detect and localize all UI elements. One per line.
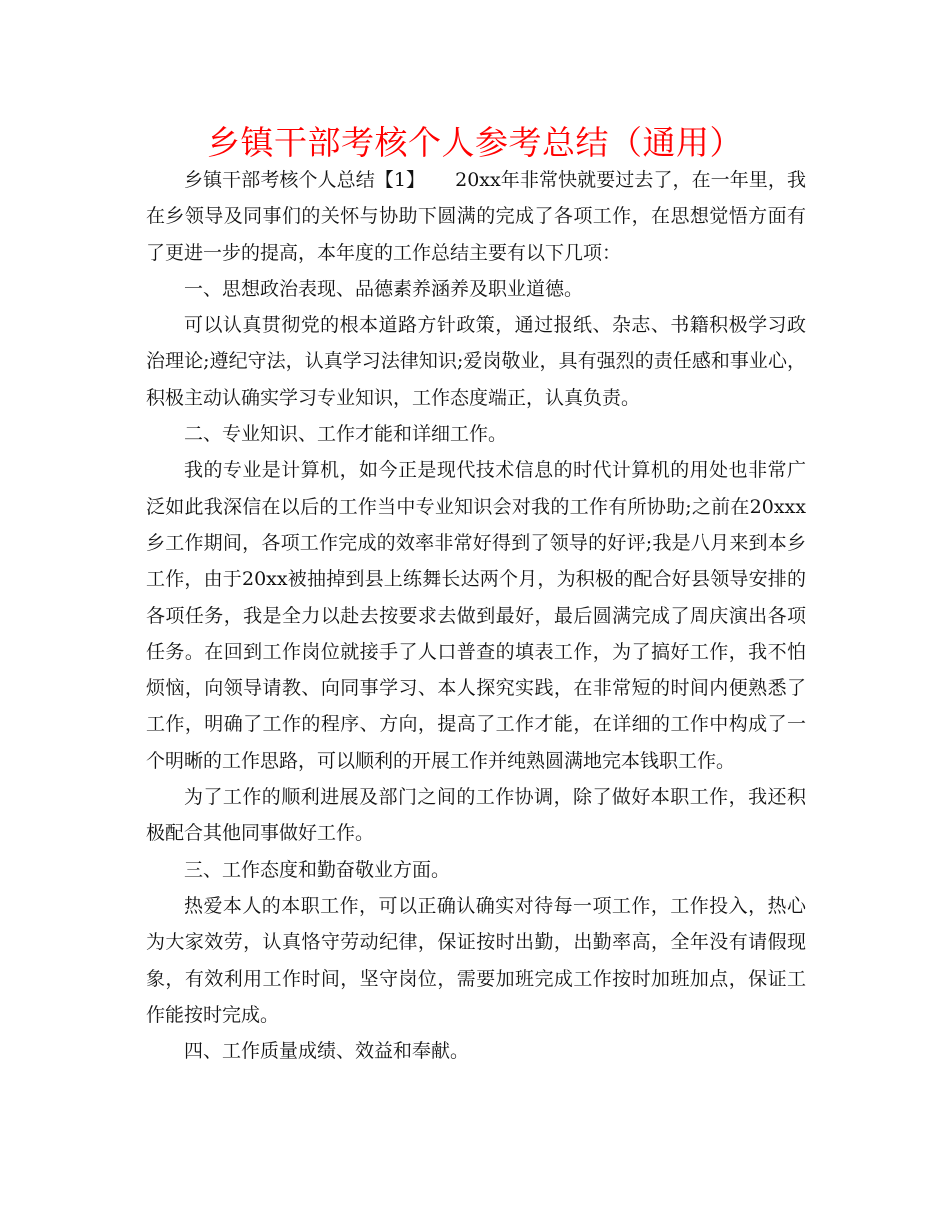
document-title: 乡镇干部考核个人参考总结（通用） bbox=[207, 123, 743, 162]
section-heading-3: 三、工作态度和勤奋敬业方面。 bbox=[184, 858, 451, 881]
section-heading-2: 二、专业知识、工作才能和详细工作。 bbox=[184, 423, 508, 446]
section-heading-4: 四、工作质量成绩、效益和奉献。 bbox=[184, 1040, 470, 1063]
body-paragraph: 可以认真贯彻党的根本道路方针政策，通过报纸、杂志、书籍积极学习政治理论;遵纪守法，认真学习法律知识;爱岗敬业，具有强烈的责任感和事业心，积极主动认确实学习专业知识，工作态度端正，认真负责。 bbox=[146, 314, 806, 409]
section-heading-1: 一、思想政治表现、品德素养涵养及职业道德。 bbox=[184, 277, 584, 300]
body-paragraph: 为了工作的顺利进展及部门之间的工作协调，除了做好本职工作，我还积极配合其他同事做好工作。 bbox=[146, 786, 806, 845]
intro-paragraph bbox=[146, 162, 806, 271]
intro-text: 20xx年非常快就要过去了，在一年里，我在乡领导及同事们的关怀与协助下圆满的完成了各项工作，在思想觉悟方面有了更进一步的提高，本年度的工作总结主要有以下几项： bbox=[146, 169, 807, 264]
document-body bbox=[146, 162, 806, 1069]
intro-heading: 乡镇干部考核个人总结【1】 bbox=[184, 169, 426, 191]
body-paragraph: 我的专业是计算机，如今正是现代技术信息的时代计算机的用处也非常广泛如此我深信在以后的工作当中专业知识会对我的工作有所协助;之前在20xxx乡工作期间，各项工作完成的效率非常好得到了领导的好评;我是八月来到本乡工作，由于20xx被抽掉到县上练舞长达两个月，为积极的配合好县领导安排的各项任务，我是全力以赴去按要求去做到最好，最后圆满完成了周庆演出各项任务。在回到工作岗位就接手了人口普查的填表工作，为了搞好工作，我不怕烦恼，向领导请教、向同事学习、本人探究实践，在非常短的时间内便熟悉了工作，明确了工作的程序、方向，提高了工作才能，在详细的工作中构成了一个明晰的工作思路，可以顺利的开展工作并纯熟圆满地完本钱职工作。 bbox=[146, 459, 806, 772]
body-paragraph: 热爱本人的本职工作，可以正确认确实对待每一项工作，工作投入，热心为大家效劳，认真恪守劳动纪律，保证按时出勤，出勤率高，全年没有请假现象，有效利用工作时间，坚守岗位，需要加班完成工作按时加班加点，保证工作能按时完成。 bbox=[146, 894, 806, 1026]
